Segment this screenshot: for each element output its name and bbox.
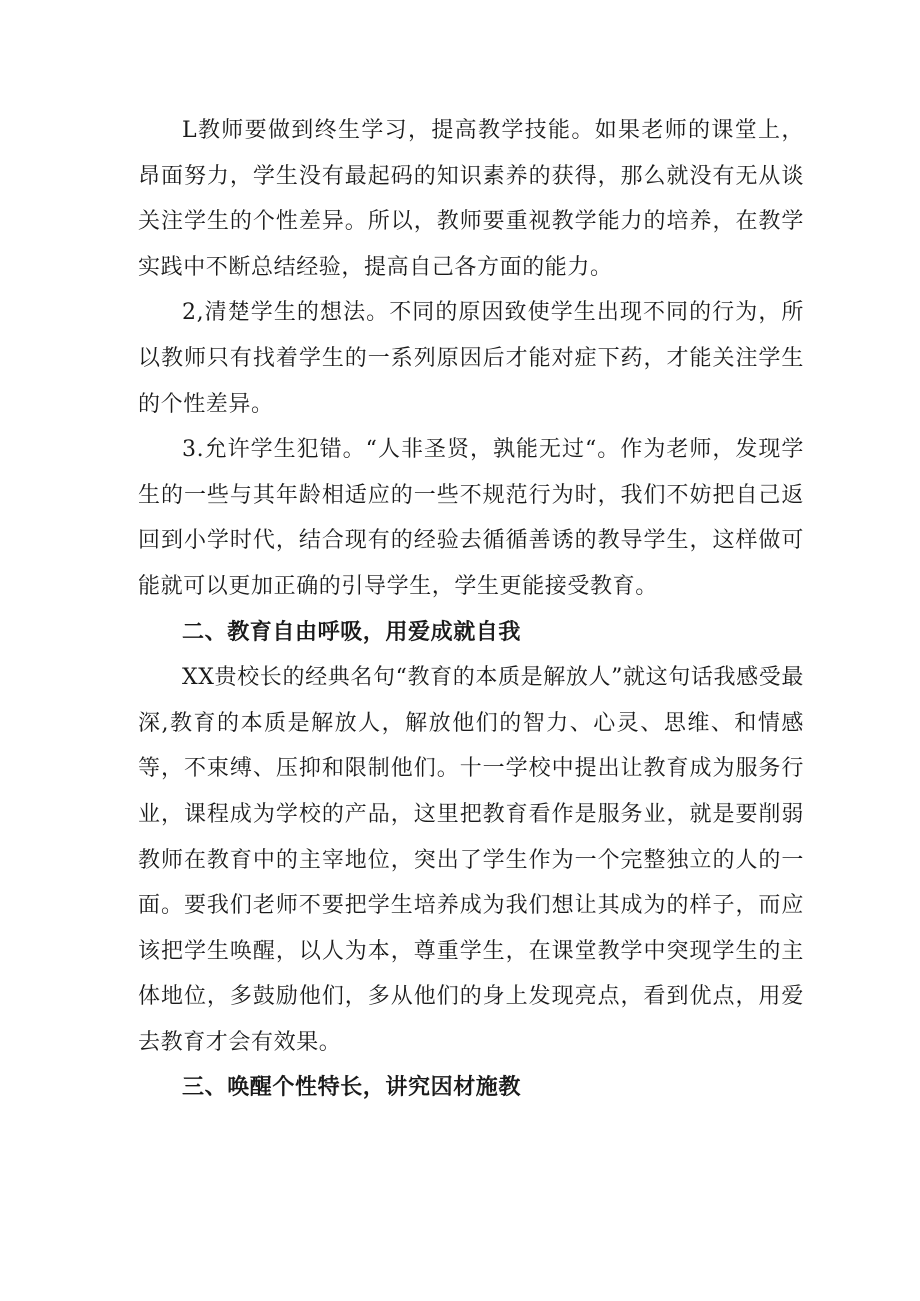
section-heading-3: 三、唤醒个性特长，讲究因材施教 xyxy=(182,1075,522,1101)
document-page xyxy=(138,108,804,1111)
paragraph-education-essence: XX贵校长的经典名句“教育的本质是解放人”就这句话我感受最深,教育的本质是解放人，解放他们的智力、心灵、思维、和情感等，不束缚、压抑和限制他们。十一学校中提出让教育成为服务行业，课程成为学校的产品，这里把教育看作是服务业，就是要削弱教师在教育中的主宰地位，突出了学生作为一个完整独立的人的一面。要我们老师不要把学生培养成为我们想让其成为的样子，而应该把学生唤醒，以人为本，尊重学生，在课堂教学中突现学生的主体地位，多鼓励他们，多从他们的身上发现亮点，看到优点，用爱去教育才会有效果。 xyxy=(138,665,804,1055)
section-heading-2: 二、教育自由呼吸，用爱成就自我 xyxy=(182,619,522,645)
paragraph-understand-students: 2,清楚学生的想法。不同的原因致使学生出现不同的行为，所以教师只有找着学生的一系列原因后才能对症下药，才能关注学生的个性差异。 xyxy=(138,300,804,417)
paragraph-allow-mistakes: 3.允许学生犯错。“人非圣贤，孰能无过“。作为老师，发现学生的一些与其年龄相适应的一些不规范行为时，我们不妨把自己返回到小学时代，结合现有的经验去循循善诱的教导学生，这样做可能就可以更加正确的引导学生，学生更能接受教育。 xyxy=(138,437,804,599)
paragraph-lifelong-learning: L教师要做到终生学习，提高教学技能。如果老师的课堂上，昂面努力，学生没有最起码的知识素养的获得，那么就没有无从谈关注学生的个性差异。所以，教师要重视教学能力的培养，在教学实践中不断总结经验，提高自己各方面的能力。 xyxy=(138,118,804,280)
